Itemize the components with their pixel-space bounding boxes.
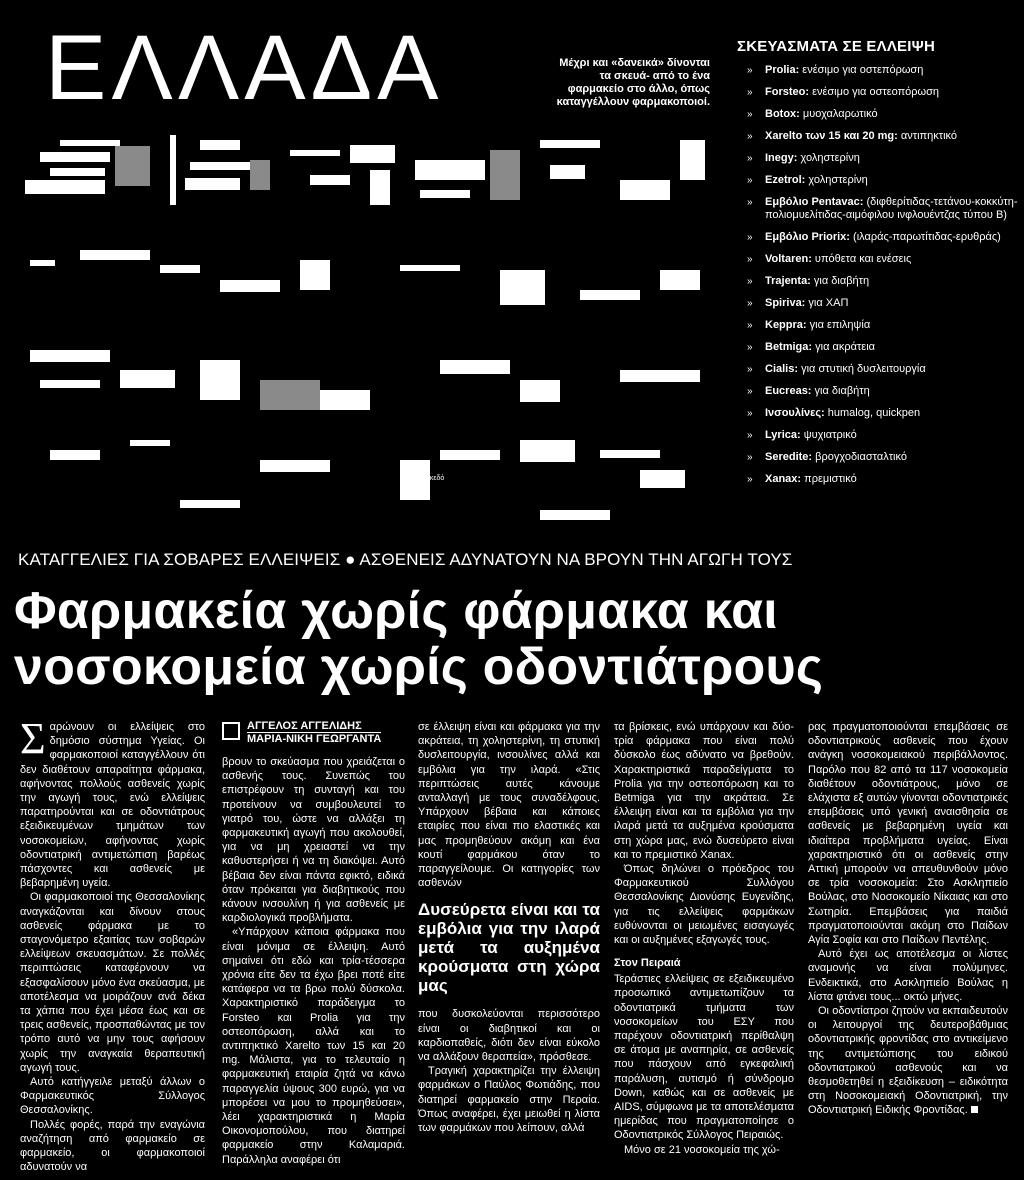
drug-use: για διαβήτη [813, 275, 870, 287]
drug-use: (διφθερίτιδας-τετάνου-κοκκύτη-πολιομυελίτιδας-αιμόφιλου ινφλουέντζας τύπου Β) [765, 196, 1018, 221]
drug-name: Prolia: [765, 64, 800, 76]
shortage-item [737, 130, 1019, 143]
drug-use: βρογχοδιασταλτικό [815, 451, 907, 463]
shortage-item [737, 363, 1019, 376]
drug-use: ενέσιμο για οστεοπόρωση [812, 86, 940, 98]
drug-name: Ινσουλίνες: [765, 407, 825, 419]
drug-use: ενέσιμο για οστεπόρωση [802, 64, 924, 76]
shortages-sidebar [737, 38, 1019, 495]
section-title: ΕΛΛΑΔΑ [45, 17, 444, 119]
drug-use: χοληστερίνη [808, 174, 868, 186]
drug-name: Forsteo: [765, 86, 809, 98]
drug-name: Keppra: [765, 319, 807, 331]
drug-name: Inegy: [765, 152, 798, 164]
drug-name: Seredite: [765, 451, 813, 463]
subheading: Δυσεύρετα είναι και τα εμβόλια για την ιλαρά μετά τα αυξημένα κρούσματα στη χώρα μας [418, 900, 600, 996]
shortage-item [737, 231, 1019, 244]
shortage-item [737, 319, 1019, 332]
photo-caption: Μέχρι και «δανεικά» δίνονται τα σκευά- από το ένα φαρμακείο στο άλλο, όπως καταγγέλλουν φαρμακοποιοί. [556, 57, 710, 108]
paragraph: «Υπάρχουν κάποια φάρμακα που είναι μόνιμα σε έλλειψη. Αυτό σημαίνει ότι εδώ και τρία-τέσσερα χρόνια είτε δεν τα έχω βρει ποτέ είτε κατάφερα να τα βρω πολύ δύσκολα. Χαρακτηριστικό παράδειγμα το Forsteo και Prolia για την οστεοπόρωση, αλλά και το αντιπηκτικό Xarelto των 15 και 20 mg. Μάλιστα, για το τελευταίο η φαρμακευτική εταιρία ζητά να κάνω παραγγελία ύψους 300 ευρώ, για να μπορέσει να μου το προμηθεύσει», λέει χαρακτηριστικά η Μαρία Οικονομοπούλου, που διατηρεί φαρμακείο στην Καλαμαριά. Παράλληλα αναφέρει ότι [222, 926, 405, 1166]
shortage-item [737, 108, 1019, 121]
drug-use: humalog, quickpen [827, 407, 921, 419]
paragraph: Μόνο σε 21 νοσοκομεία της χώ- [624, 1143, 780, 1156]
drug-name: Spiriva: [765, 297, 806, 309]
paragraph: Αυτό κατήγγειλε μεταξύ άλλων ο Φαρμακευτικός Σύλλογος Θεσσαλονίκης. [20, 1076, 205, 1117]
arrow-icon: » [747, 364, 753, 375]
paragraph: Πολλές φορές, παρά την εναγώνια αναζήτηση από φαρμακείο σε φαρμακείο, οι φαρμακοποιοί αδυνατούν να [20, 1118, 205, 1174]
paragraph: που δυσκολεύονται περισσότερο είναι οι διαβητικοί και οι καρδιοπαθείς, διότι δεν είναι εύκολο να αλλάξουν θεραπεία», πρόσθεσε. [418, 1008, 600, 1064]
shortage-item [737, 152, 1019, 165]
drop-cap: Σ [20, 714, 46, 763]
drug-use: ψυχιατρικό [803, 429, 857, 441]
arrow-icon: » [747, 197, 753, 208]
arrow-icon: » [747, 131, 753, 142]
drug-use: για ΧΑΠ [808, 297, 849, 309]
drug-name: Voltaren: [765, 253, 812, 265]
drug-use: για επιληψία [809, 319, 871, 331]
shortage-item [737, 275, 1019, 288]
arrow-icon: » [747, 276, 753, 287]
shortage-item [737, 341, 1019, 354]
drug-name: Xarelto των 15 και 20 mg: [765, 130, 898, 142]
drug-name: Εμβόλιο Pentavac: [765, 196, 864, 208]
arrow-icon: » [747, 232, 753, 243]
arrow-icon: » [747, 386, 753, 397]
pharmacy-shelves-photo [20, 120, 720, 525]
arrow-icon: » [747, 65, 753, 76]
paragraph: Οι φαρμακοποιοί της Θεσσαλονίκης αναγκάζονται και δίνουν στους ασθενείς φάρμακα με το σταγονόμετρο εξαιτίας των σοβαρών ελλείψεων σκευασμάτων. Σε πολλές περιπτώσεις καταφέρνουν να εξασφαλίσουν μόνο ένα σκεύασμα, με αποτέλεσμα να μοιράζουν ανά δέκα τα χάπια που έχει μέσα έως και σε τρεις ασθενείς, προσπαθώντας με τον τρόπο αυτό να μην τους αφήσουν χωρίς την αναγκαία θεραπευτική αγωγή τους. [20, 891, 205, 1074]
shortage-item [737, 196, 1019, 222]
arrow-icon: » [747, 474, 753, 485]
drug-use: αντιπηκτικό [900, 130, 958, 142]
kicker: ΚΑΤΑΓΓΕΛΙΕΣ ΓΙΑ ΣΟΒΑΡΕΣ ΕΛΛΕΙΨΕΙΣ ● ΑΣΘΕΝΕΙΣ ΑΔΥΝΑΤΟΥΝ ΝΑ ΒΡΟΥΝ ΤΗΝ ΑΓΩΓΗ ΤΟΥΣ [18, 550, 793, 569]
arrow-icon: » [747, 87, 753, 98]
shortage-item [737, 174, 1019, 187]
shortage-item [737, 429, 1019, 442]
shortage-item [737, 297, 1019, 310]
paragraph: τα βρίσκεις, ενώ υπάρχουν και δύο-τρία φάρμακα που είναι πολύ δύσκολο έως αδύνατο να βρεθούν. Χαρακτηριστικά παραδείγματα το Prolia για την οστεοπόρωση και το Betmiga για την ακράτεια. Σε έλλειψη είναι και τα εμβόλια για την ιλαρά μετά τα αυξημένα κρούσματα στη χώρα μας, ενώ δυσεύρετο είναι και το πρεμιστικό Xanax. [614, 721, 794, 861]
arrow-icon: » [747, 175, 753, 186]
arrow-icon: » [747, 298, 753, 309]
shortage-item [737, 86, 1019, 99]
drug-name: Trajenta: [765, 275, 811, 287]
arrow-icon: » [747, 430, 753, 441]
arrow-icon: » [747, 153, 753, 164]
author-2: ΜΑΡΙΑ-ΝΙΚΗ ΓΕΩΡΓΑΝΤΑ [247, 733, 382, 745]
paragraph: Τεράστιες ελλείψεις σε εξειδικευμένο προσωπικό αντιμετωπίζουν τα οδοντιατρικά τμήματα των νοσοκομείων του ΕΣΥ που παρέχουν οδοντιατρική περίθαλψη σε άτομα με αναπηρία, σε ασθενείς που πάσχουν από εγκεφαλική παράλυση, αυτισμό ή σύνδρομο Down, καθώς και σε ασθενείς με AIDS, σύμφωνα με τα αποτελέσματα ημερίδας που πραγματοποίησε ο Οδοντιατρικός Σύλλογος Πειραιώς. [614, 973, 794, 1142]
drug-name: Εμβόλιο Priorix: [765, 231, 850, 243]
drug-use: μυοχαλαρωτικό [802, 108, 878, 120]
drug-use: για διαβήτη [814, 385, 870, 397]
drug-name: Eucreas: [765, 385, 812, 397]
article-column-5 [808, 720, 1008, 1118]
paragraph: Τραγική χαρακτηρίζει την έλλειψη φαρμάκων ο Παύλος Φωτιάδης, που διατηρεί φαρμακείο στην Περαία. Όπως αναφέρει, έχει μειωθεί η λίστα των φαρμάκων που λείπουν, αλλά [418, 1065, 600, 1135]
paragraph: βρουν το σκεύασμα που χρειάζεται ο ασθενής τους. Συνεπώς του επιστρέφουν τη συνταγή και του προτείνουν να συμβουλευτεί το γιατρό του, ώστε να αλλάξει τη φαρμακευτική αγωγή που ακολουθεί, για να μη χρειαστεί να την καθυστερήσει ή να τη διακόψει. Αυτό βέβαια δεν είναι πάντα εφικτό, ειδικά όταν πρόκειται για διαβητικούς που κάνουν ινσουλίνη ή για ασθενείς με καρδιολογικά προβλήματα. [222, 756, 405, 925]
paragraph: σε έλλειψη είναι και φάρμακα για την ακράτεια, τη χοληστερίνη, τη στυτική δυσλειτουργία, ινσουλίνες αλλά και εμβόλια για την ιλαρά. «Στις περιπτώσεις αυτές κάνουμε ανταλλαγή με τους συναδέλφους. Υπάρχουν βέβαια και κάποιες εταιρίες που είναι πιο ελαστικές και μας προμηθεύουν ακόμη και ένα κουτί φαρμάκου όταν το παραγγείλουμε. Οι κατηγορίες των ασθενών [418, 721, 600, 890]
sidebar-title: ΣΚΕΥΑΣΜΑΤΑ ΣΕ ΕΛΛΕΙΨΗ [737, 38, 935, 55]
shortage-item [737, 451, 1019, 464]
end-mark-icon [971, 1106, 978, 1113]
headline: Φαρμακεία χωρίς φάρμακα και νοσοκομεία χωρίς οδοντιάτρους [14, 582, 824, 696]
drug-name: Xanax: [765, 473, 802, 485]
drug-name: Botox: [765, 108, 800, 120]
drug-name: Lyrica: [765, 429, 801, 441]
paragraph: αρώνουν οι ελλείψεις στο δημόσιο σύστημα Υγείας. Οι φαρμακοποιοί καταγγέλλουν ότι δεν διαθέτουν απαραίτητα φάρμακα, αφήνοντας πολλούς ασθενείς χωρίς την αγωγή τους, ενώ ελλείψεις παρατηρούνται και σε οδοντιάτρους εξειδικευμένων τμημάτων των νοσοκομείων, αφήνοντας χωρίς οδοντιατρική αντιμετώπιση βαρέως πάσχοντες και ασθενείς με βεβαρημένη υγεία. [20, 721, 205, 890]
article-column-1 [20, 714, 205, 1175]
drug-use: πρεμιστικό [804, 473, 857, 485]
article-column-3 [418, 720, 600, 1135]
author-1: ΑΓΓΕΛΟΣ ΑΓΓΕΛΙΔΗΣ [247, 720, 362, 732]
drug-use: για στυτική δυσλειτουργία [801, 363, 926, 375]
sidebar-list [737, 64, 1019, 486]
paragraph: ρας πραγματοποιούνται επεμβάσεις σε οδοντιατρικούς ασθενείς που έχουν ανάγκη νοσοκομειακού περιβάλλοντος. Παρόλο που 82 από τα 117 νοσοκομεία διαθέτουν οδοντιάτρους, μόνο σε ελάχιστα εξ αυτών γίνονται οδοντιατρικές επεμβάσεις υπό γενική αναισθησία σε ασθενείς με βεβαρημένη υγεία και ιδιαίτερα προβλήματα υγείας. Είναι χαρακτηριστικό ότι οι ασθενείς στην Αττική μπορούν να απευθυνθούν μόνο σε τρία νοσοκομεία: Στο Ασκληπιείο Βούλας, στο Νοσοκομείο Νίκαιας και στο Σωτηρία. Επεμβάσεις για παιδιά πραγματοποιούνται ακόμη στο Παίδων Αγία Σοφία και στο Παίδων Πεντέλης. [808, 721, 1008, 947]
paragraph: Οι οδοντίατροι ζητούν να εκπαιδευτούν οι λειτουργοί της δευτεροβάθμιας οδοντιατρικής φροντίδας στο αντικείμενο της αντιμετώπισης του ειδικού οδοντιατρικού ασθενούς και να θεσμοθετηθεί η εξειδίκευση – ειδικότητα στη Νοσοκομειακή Οδοντιατρική, την Οδοντιατρική Ειδικής Φροντίδας. [808, 1005, 1008, 1117]
arrow-icon: » [747, 109, 753, 120]
arrow-icon: » [747, 342, 753, 353]
drug-use: (ιλαράς-παρωτίτιδας-ερυθράς) [853, 231, 1001, 243]
drug-name: Betmiga: [765, 341, 813, 353]
drug-name: Cialis: [765, 363, 799, 375]
paragraph: Αυτό έχει ως αποτέλεσμα οι λίστες αναμονής να είναι πολύμηνες. Ενδεικτικά, στο Ασκληπιείο Βούλας η λίστα φτάνει τους... οκτώ μήνες. [808, 948, 1008, 1003]
shortage-item [737, 64, 1019, 77]
shortage-item [737, 385, 1019, 398]
paragraph: Όπως δηλώνει ο πρόεδρος του Φαρμακευτικού Συλλόγου Θεσσαλονίκης Διονύσης Ευγενίδης, για τις ελλείψεις φαρμάκων ευθύνονται οι μειωμένες εισαγωγές και οι αυξημένες εξαγωγές τους. [614, 863, 794, 947]
drug-use: υπόθετα και ενέσεις [814, 253, 912, 265]
photo-label: Μακεδό [420, 475, 445, 482]
shortage-item [737, 473, 1019, 486]
drug-use: χοληστερίνη [800, 152, 860, 164]
arrow-icon: » [747, 408, 753, 419]
drug-use: για ακράτεια [815, 341, 876, 353]
byline-box-icon [222, 722, 240, 740]
drug-name: Ezetrol: [765, 174, 806, 186]
arrow-icon: » [747, 320, 753, 331]
byline [222, 720, 405, 745]
arrow-icon: » [747, 254, 753, 265]
arrow-icon: » [747, 452, 753, 463]
shortage-item [737, 253, 1019, 266]
shortage-item [737, 407, 1019, 420]
subheading-piraeus: Στον Πειραιά [614, 957, 681, 970]
article-column-4 [614, 720, 794, 1157]
article-column-2 [222, 720, 405, 1167]
